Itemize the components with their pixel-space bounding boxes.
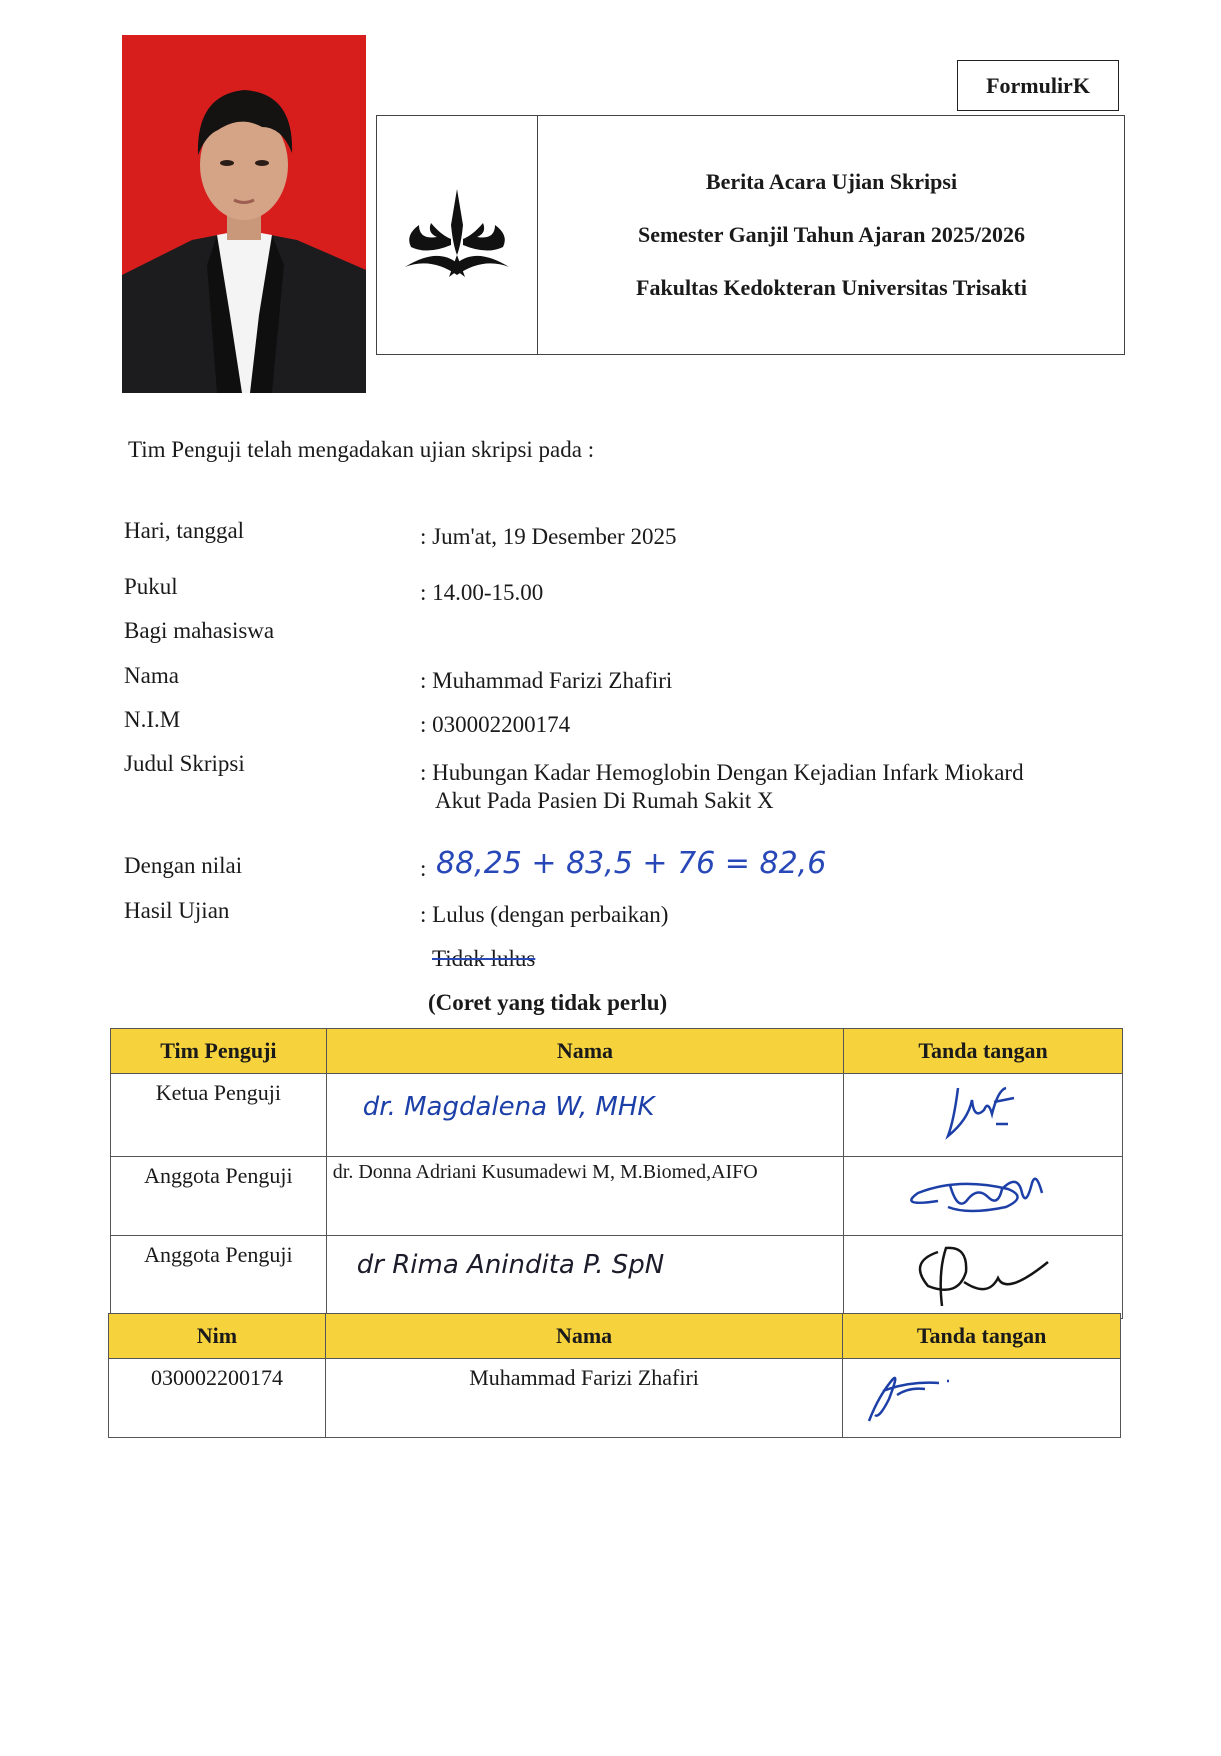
- student-table: [108, 1313, 1121, 1438]
- col-header-signature: Tanda tangan: [844, 1029, 1123, 1074]
- document-title: Berita Acara Ujian Skripsi: [705, 169, 958, 194]
- student-section-label: Bagi mahasiswa: [124, 618, 275, 643]
- semester-line: Semester Ganjil Tahun Ajaran 2025/2026: [637, 222, 1026, 247]
- document-header: [376, 115, 1125, 355]
- col-header-nim: Nim: [109, 1314, 326, 1359]
- intro-text: Tim Penguji telah mengadakan ujian skripsi pada :: [128, 437, 595, 462]
- student-name: Muhammad Farizi Zhafiri: [325, 1359, 842, 1438]
- form-code-label: FormulirK: [957, 60, 1119, 111]
- col-header-name: Nama: [326, 1029, 843, 1074]
- examiner-role: Anggota Penguji: [111, 1157, 327, 1236]
- table-row: [111, 1074, 1123, 1157]
- name-value: : Muhammad Farizi Zhafiri: [420, 668, 673, 693]
- day-value: : Jum'at, 19 Desember 2025: [420, 524, 677, 549]
- table-row: [109, 1359, 1121, 1438]
- cross-out-note: (Coret yang tidak perlu): [428, 990, 668, 1015]
- examiner-role: Anggota Penguji: [111, 1236, 327, 1319]
- grade-handwritten: 88,25 + 83,5 + 76 = 82,6: [436, 846, 827, 881]
- examiner-signature: [844, 1236, 1123, 1319]
- time-label: Pukul: [124, 574, 178, 599]
- faculty-line: Fakultas Kedokteran Universitas Trisakti: [636, 275, 1027, 300]
- student-nim: 030002200174: [109, 1359, 326, 1438]
- examiner-signature: [844, 1157, 1123, 1236]
- examiners-table: [110, 1028, 1123, 1319]
- table-row: [111, 1236, 1123, 1319]
- examiner-signature: [844, 1074, 1123, 1157]
- time-value: : 14.00-15.00: [420, 580, 544, 605]
- nim-label: N.I.M: [124, 707, 181, 732]
- col-header-name: Nama: [325, 1314, 842, 1359]
- student-signature: [843, 1359, 1121, 1438]
- nim-value: : 030002200174: [420, 712, 571, 737]
- col-header-signature: Tanda tangan: [843, 1314, 1121, 1359]
- grade-colon: :: [420, 856, 427, 881]
- col-header-role: Tim Penguji: [111, 1029, 327, 1074]
- result-pass: : Lulus (dengan perbaikan): [420, 902, 669, 927]
- thesis-title-line1: : Hubungan Kadar Hemoglobin Dengan Kejadian Infark Miokard: [420, 760, 1024, 785]
- examiner-name: dr. Donna Adriani Kusumadewi M, M.Biomed,AIFO: [326, 1157, 843, 1236]
- table-row: [111, 1157, 1123, 1236]
- examiner-name: dr Rima Anindita P. SpN: [326, 1236, 843, 1319]
- name-label: Nama: [124, 663, 179, 688]
- result-label: Hasil Ujian: [124, 898, 230, 923]
- university-logo: [377, 116, 538, 354]
- examiner-role: Ketua Penguji: [111, 1074, 327, 1157]
- examiner-name: dr. Magdalena W, MHK: [326, 1074, 843, 1157]
- grade-label: Dengan nilai: [124, 853, 243, 878]
- result-fail-struck: Tidak lulus: [432, 946, 536, 971]
- thesis-title-line2: Akut Pada Pasien Di Rumah Sakit X: [435, 788, 774, 813]
- day-label: Hari, tanggal: [124, 518, 245, 543]
- student-photo: [122, 35, 366, 393]
- thesis-label: Judul Skripsi: [124, 751, 245, 776]
